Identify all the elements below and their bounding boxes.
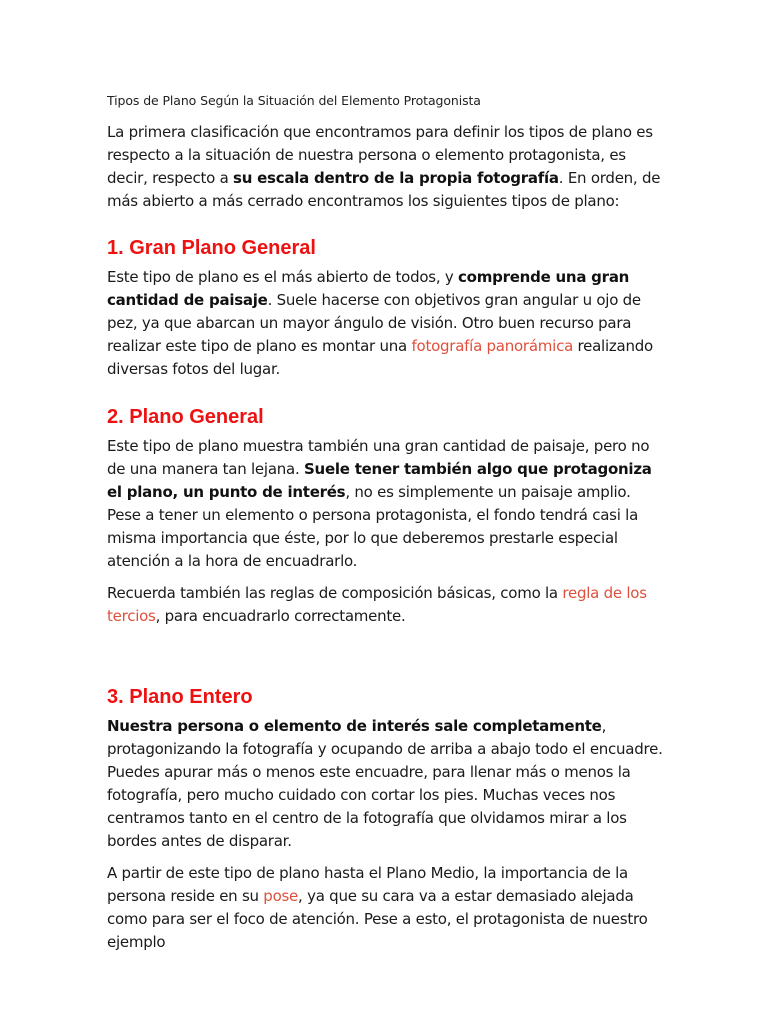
intro-section — [107, 121, 663, 213]
section-heading: 2. Plano General — [107, 406, 264, 428]
paragraph-bold: Nuestra persona o elemento de interés sale completamente — [107, 717, 602, 735]
document-title: Tipos de Plano Según la Situación del Elemento Protagonista — [107, 93, 481, 108]
section-gran-plano-general — [107, 236, 663, 381]
paragraph-text: Recuerda también las reglas de composición básicas, como la — [107, 584, 563, 602]
section-paragraph — [107, 435, 663, 573]
link-fotografia-panoramica[interactable]: fotografía panorámica — [411, 337, 574, 355]
section-plano-entero — [107, 685, 663, 954]
paragraph-text: Este tipo de plano es el más abierto de todos, y — [107, 268, 459, 286]
section-paragraph — [107, 715, 663, 853]
section-plano-general — [107, 405, 663, 628]
paragraph-text: , no es simplemente un paisaje amplio. Pese a tener un elemento o persona protagonista, el fondo tendrá casi la misma importancia que éste, por lo que deberemos prestarle especial atención a la hora de encuadrarlo. — [107, 483, 639, 570]
paragraph-bold: comprende una gran cantidad de paisaje — [107, 268, 630, 309]
section-paragraph — [107, 862, 663, 954]
paragraph-text: , protagonizando la fotografía y ocupando de arriba a abajo todo el encuadre. Puedes apurar más o menos este encuadre, para llenar más o menos la fotografía, pero mucho cuidado con cortar los pies. Muchas veces nos centramos tanto en el centro de la fotografía que olvidamos mirar a los bordes antes de disparar. — [107, 717, 663, 850]
intro-text-1: La primera clasificación que encontramos para definir los tipos de plano es respecto a la situación de nuestra persona o elemento protagonista, es decir, respecto a — [107, 123, 653, 187]
paragraph-text: . Suele hacerse con objetivos gran angular u ojo de pez, ya que abarcan un mayor ángulo de visión. Otro buen recurso para realizar este tipo de plano es montar una — [107, 291, 641, 355]
section-heading: 3. Plano Entero — [107, 686, 253, 708]
section-paragraph — [107, 582, 663, 628]
link-pose[interactable]: pose — [263, 887, 299, 905]
intro-bold: su escala dentro de la propia fotografía — [233, 169, 559, 187]
paragraph-text: , para encuadrarlo correctamente. — [155, 607, 406, 625]
intro-paragraph — [107, 121, 663, 213]
intro-text-2: . En orden, de más abierto a más cerrado encontramos los siguientes tipos de plano: — [107, 169, 661, 210]
paragraph-bold: Suele tener también algo que protagoniza el plano, un punto de interés — [107, 460, 652, 501]
paragraph-text: Este tipo de plano muestra también una gran cantidad de paisaje, pero no de una manera tan lejana. — [107, 437, 650, 478]
paragraph-text: realizando diversas fotos del lugar. — [107, 337, 653, 378]
section-heading: 1. Gran Plano General — [107, 237, 316, 259]
link-regla-de-los-tercios[interactable]: regla de los tercios — [107, 584, 647, 625]
paragraph-text: A partir de este tipo de plano hasta el Plano Medio, la importancia de la persona reside en su — [107, 864, 629, 905]
section-paragraph — [107, 266, 663, 381]
paragraph-text: , ya que su cara va a estar demasiado alejada como para ser el foco de atención. Pese a esto, el protagonista de nuestro ejemplo — [107, 887, 648, 951]
